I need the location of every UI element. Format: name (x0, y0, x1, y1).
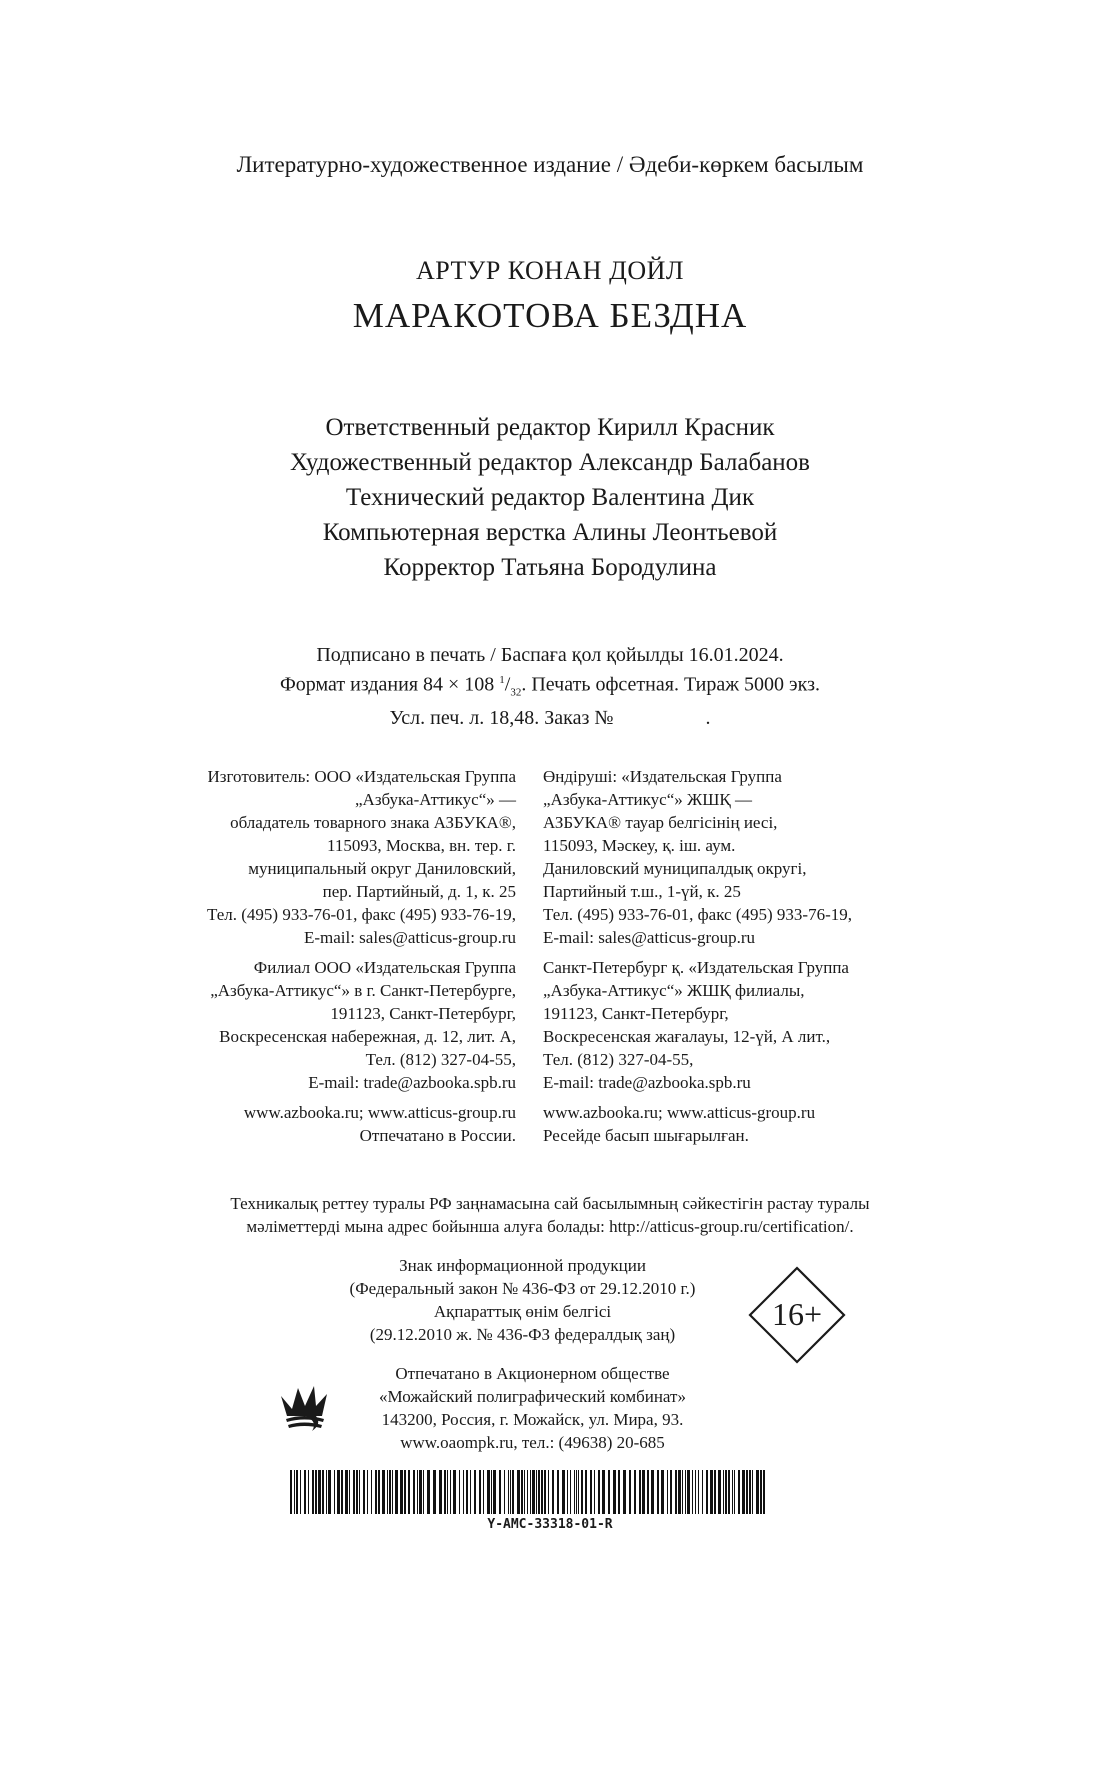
manufacturer-line: Даниловский муниципалдық округі, (543, 859, 807, 878)
manufacturer-line: обладатель товарного знака АЗБУКА®, (230, 813, 516, 832)
format-suffix: . Печать офсетная. Тираж 5000 экз. (521, 673, 820, 696)
format-denominator: 32 (510, 686, 522, 699)
branch-line: Санкт-Петербург қ. «Издательская Группа (543, 958, 849, 977)
info-sign-line: Ақпараттық өнім белгісі (433, 1302, 612, 1321)
printer-line: 143200, Россия, г. Можайск, ул. Мира, 93. (381, 1410, 684, 1429)
certification-line: Техникалық реттеу туралы РФ заңнамасына сай басылымның сәйкестігін растау туралы (230, 1194, 870, 1213)
branch-line: Филиал ООО «Издательская Группа (253, 958, 516, 977)
branch-email: E-mail: trade@azbooka.spb.ru (308, 1073, 516, 1092)
branch-line: 191123, Санкт-Петербург, (330, 1004, 516, 1023)
age-rating-badge (747, 1265, 847, 1365)
credit-line: Компьютерная верстка Алины Леонтьевой (322, 519, 778, 546)
printer-info (310, 1362, 755, 1454)
certification-line: мәліметтерді мына адрес бойынша алуға болады: http://atticus-group.ru/certification/. (246, 1217, 854, 1236)
printed-in-line: Ресейде басып шығарылған. (543, 1126, 749, 1145)
signed-line: Подписано в печать / Баспаға қол қойылды 16.01.2024. (316, 644, 784, 666)
credit-line: Корректор Татьяна Бородулина (383, 554, 717, 581)
book-title: МАРАКОТОВА БЕЗДНА (352, 296, 748, 335)
manufacturer-line: Изготовитель: ООО «Издательская Группа (207, 767, 516, 786)
manufacturer-email: E-mail: sales@atticus-group.ru (543, 928, 756, 947)
printer-line: Отпечатано в Акционерном обществе (395, 1364, 670, 1383)
barcode-label: Y-AMC-33318-01-R (487, 1517, 613, 1532)
manufacturer-email: E-mail: sales@atticus-group.ru (303, 928, 516, 947)
manufacturer-line: 115093, Москва, вн. тер. г. (326, 836, 516, 855)
credit-line: Художественный редактор Александр Балабанов (290, 449, 810, 476)
manufacturer-line: муниципальный округ Даниловский, (248, 859, 516, 878)
manufacturer-line: пер. Партийный, д. 1, к. 25 (322, 882, 516, 901)
info-sign-line: Знак информационной продукции (399, 1256, 646, 1275)
manufacturer-ru (207, 765, 516, 1147)
manufacturer-line: 115093, Мәскеу, қ. іш. аум. (543, 836, 736, 855)
branch-line: „Азбука-Аттикус“» ЖШҚ филиалы, (543, 981, 805, 1000)
format-prefix: Формат издания 84 × 108 (280, 673, 500, 696)
branch-line: Воскресенская набережная, д. 12, лит. А, (219, 1027, 516, 1046)
website-line: www.azbooka.ru; www.atticus-group.ru (243, 1103, 516, 1122)
format-numerator: 1 (499, 674, 505, 686)
printer-line: www.oaompk.ru, тел.: (49638) 20-685 (400, 1433, 665, 1452)
branch-line: Тел. (812) 327-04-55, (365, 1050, 516, 1069)
format-line (0, 668, 1100, 706)
barcode (290, 1470, 770, 1514)
credit-line: Технический редактор Валентина Дик (345, 484, 755, 511)
branch-email: E-mail: trade@azbooka.spb.ru (543, 1073, 751, 1092)
info-sign-line: (Федеральный закон № 436-ФЗ от 29.12.2010 г.) (349, 1279, 696, 1298)
printer-line: «Можайский полиграфический комбинат» (379, 1387, 686, 1406)
sheets-prefix: Усл. печ. л. 18,48. Заказ № (389, 706, 614, 729)
manufacturer-line: Тел. (495) 933-76-01, факс (495) 933-76-19, (543, 905, 852, 924)
website-line: www.azbooka.ru; www.atticus-group.ru (543, 1103, 816, 1122)
branch-line: 191123, Санкт-Петербург, (543, 1004, 729, 1023)
manufacturer-line: „Азбука-Аттикус“» ЖШҚ — (543, 790, 752, 809)
format-slash: / (504, 673, 511, 696)
edition-type: Литературно-художественное издание / Әдеби-көркем басылым (236, 152, 864, 177)
manufacturer-kz (543, 765, 852, 1147)
info-product-sign (300, 1254, 745, 1346)
manufacturer-line: Партийный т.ш., 1-үй, к. 25 (543, 882, 741, 901)
branch-line: Воскресенская жағалауы, 12-үй, А лит., (543, 1027, 831, 1046)
credits-list (0, 410, 1100, 585)
sheets-line (0, 706, 1100, 731)
sheets-suffix: . (705, 706, 711, 729)
manufacturer-line: Тел. (495) 933-76-01, факс (495) 933-76-19, (207, 905, 516, 924)
certification-note (0, 1192, 1100, 1238)
printed-in-line: Отпечатано в России. (359, 1126, 516, 1145)
age-rating-text: 16+ (771, 1296, 823, 1332)
credit-line: Ответственный редактор Кирилл Красник (325, 414, 775, 441)
manufacturer-line: „Азбука-Аттикус“» — (355, 790, 516, 809)
print-info (0, 643, 1100, 731)
info-sign-line: (29.12.2010 ж. № 436-ФЗ федералдық заң) (369, 1325, 676, 1344)
branch-line: Тел. (812) 327-04-55, (543, 1050, 694, 1069)
manufacturer-line: Өндіруші: «Издательская Группа (543, 767, 782, 786)
author-name: АРТУР КОНАН ДОЙЛ (415, 256, 685, 285)
branch-line: „Азбука-Аттикус“» в г. Санкт-Петербурге, (210, 981, 516, 1000)
manufacturer-line: АЗБУКА® тауар белгісінің иесі, (543, 813, 778, 832)
